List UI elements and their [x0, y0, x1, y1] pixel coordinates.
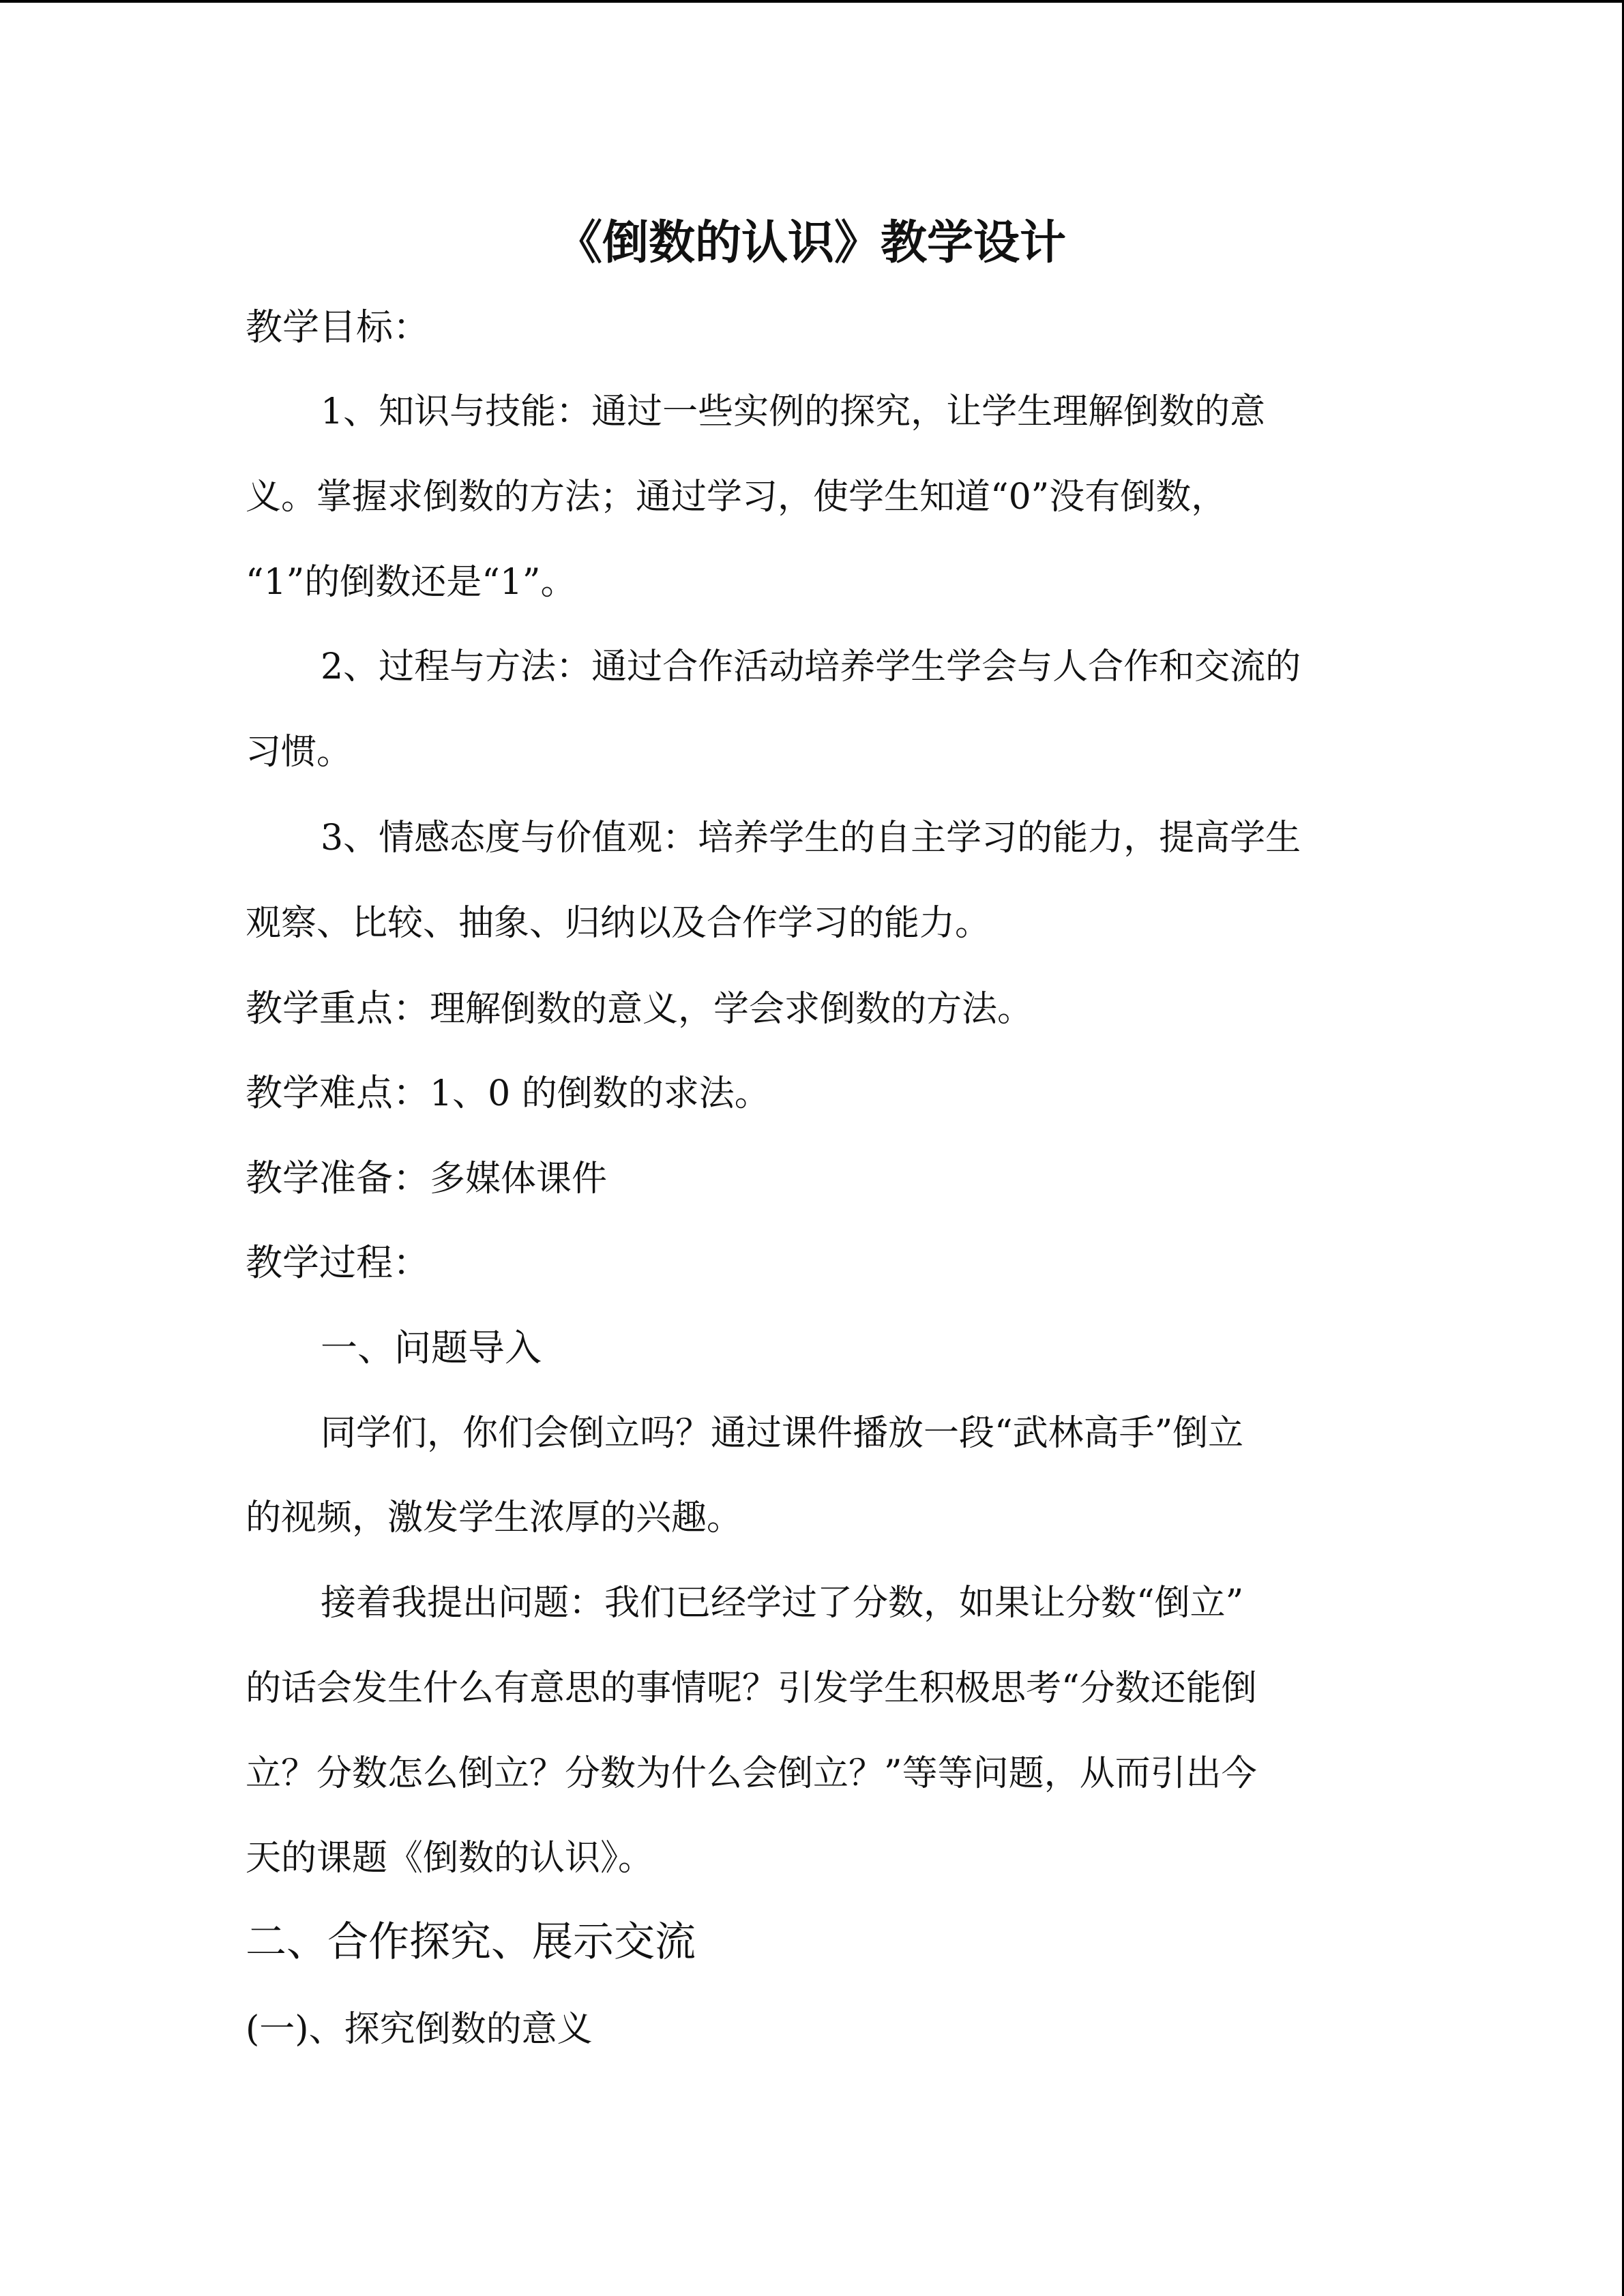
objective-3-line-1: 3、情感态度与价值观：培养学生的自主学习的能力，提高学生 — [321, 818, 1301, 859]
section-1-para-1-line-1: 同学们，你们会倒立吗？通过课件播放一段“武林高手”倒立 — [321, 1413, 1244, 1454]
section-2-sub-heading: (一)、探究倒数的意义 — [246, 2009, 593, 2050]
process-label: 教学过程： — [246, 1241, 430, 1284]
document-title: 《倒数的认识》教学设计 — [555, 216, 1066, 270]
section-2-heading: 二、合作探究、展示交流 — [246, 1918, 696, 1966]
objectives-label: 教学目标： — [246, 305, 430, 348]
objective-1-line-3: “1”的倒数还是“1”。 — [246, 562, 576, 603]
section-1-para-2-line-2: 的话会发生什么有意思的事情呢？引发学生积极思考“分数还能倒 — [246, 1668, 1257, 1709]
objective-2-line-2: 习惯。 — [246, 732, 353, 773]
section-1-para-2-line-4: 天的课题《倒数的认识》。 — [246, 1838, 654, 1879]
key-point-text: 理解倒数的意义，学会求倒数的方法。 — [430, 989, 1033, 1030]
section-1-para-1-line-2: 的视频，激发学生浓厚的兴趣。 — [246, 1497, 743, 1538]
preparation-text: 多媒体课件 — [430, 1159, 608, 1199]
section-1-para-2-line-3: 立？分数怎么倒立？分数为什么会倒立？”等等问题，从而引出今 — [246, 1753, 1257, 1794]
objective-3-line-2: 观察、比较、抽象、归纳以及合作学习的能力。 — [246, 903, 991, 944]
section-1-heading: 一、问题导入 — [321, 1326, 542, 1369]
preparation-label: 教学准备： — [246, 1157, 430, 1199]
difficulty-row — [246, 1071, 770, 1116]
key-point-row — [246, 987, 1033, 1031]
objective-2-line-1: 2、过程与方法：通过合作活动培养学生学会与人合作和交流的 — [321, 646, 1301, 687]
objective-1-line-2: 义。掌握求倒数的方法；通过学习，使学生知道“0”没有倒数， — [246, 477, 1227, 518]
preparation-row — [246, 1157, 607, 1201]
difficulty-text: 1、0 的倒数的求法。 — [430, 1073, 770, 1114]
key-point-label: 教学重点： — [246, 987, 430, 1030]
difficulty-label: 教学难点： — [246, 1071, 430, 1114]
section-1-para-2-line-1: 接着我提出问题：我们已经学过了分数，如果让分数“倒立” — [321, 1583, 1244, 1624]
objective-1-line-1: 1、知识与技能：通过一些实例的探究，让学生理解倒数的意 — [321, 391, 1266, 432]
